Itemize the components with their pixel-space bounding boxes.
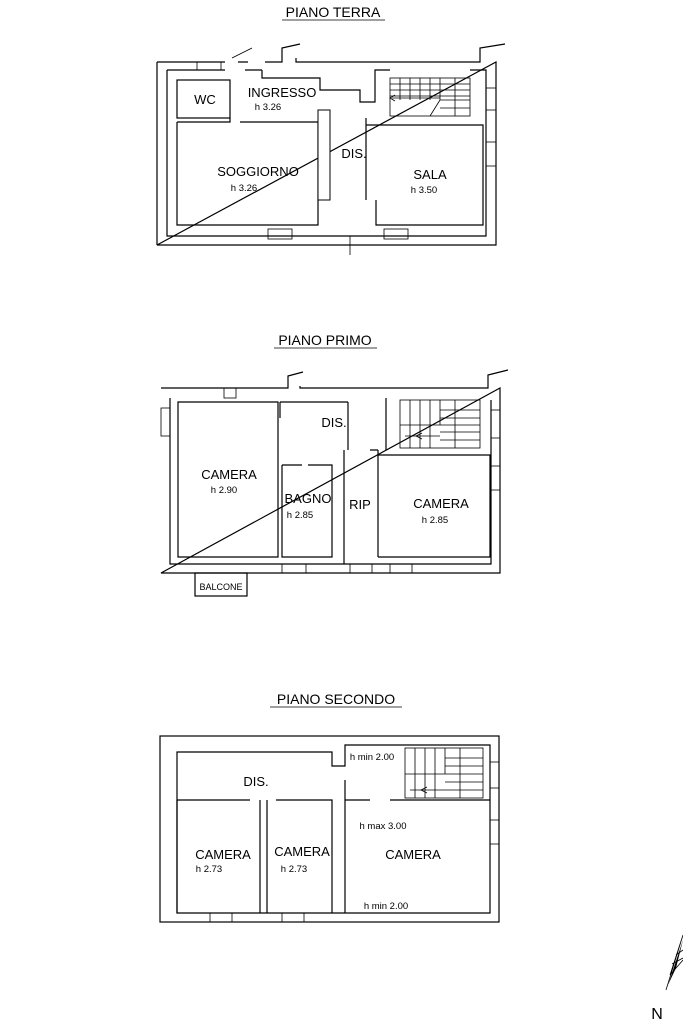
plan-piano-primo <box>161 332 508 596</box>
label-dis: DIS. <box>321 415 347 430</box>
label-sala: SALA <box>413 167 447 182</box>
label-h-max: h max 3.00 <box>359 821 407 832</box>
window <box>161 408 170 436</box>
height-camera-2: h 2.73 <box>280 864 308 875</box>
staircase-icon <box>390 78 470 116</box>
window <box>390 564 412 573</box>
title-piano-primo: PIANO PRIMO <box>278 332 372 348</box>
exterior-walls <box>157 44 505 245</box>
north-label: N <box>651 1006 663 1023</box>
window <box>282 913 304 922</box>
label-bagno: BAGNO <box>284 491 332 506</box>
label-camera-1: CAMERA <box>201 467 257 482</box>
label-dis: DIS. <box>341 146 367 161</box>
label-balcone: BALCONE <box>199 582 243 592</box>
north-arrow-icon <box>666 935 683 990</box>
label-h-min-top: h min 2.00 <box>349 752 395 763</box>
window <box>210 913 232 922</box>
label-camera-2: CAMERA <box>274 844 330 859</box>
label-h-min-bottom: h min 2.00 <box>363 901 409 912</box>
window <box>486 88 496 110</box>
label-wc: WC <box>194 92 216 107</box>
height-bagno: h 2.85 <box>286 510 314 521</box>
window <box>490 820 499 844</box>
title-piano-secondo: PIANO SECONDO <box>276 691 396 707</box>
label-rip: RIP <box>349 497 371 512</box>
height-camera-1: h 2.90 <box>210 485 238 496</box>
plan-piano-secondo <box>160 691 499 922</box>
height-camera-2: h 2.85 <box>421 515 449 526</box>
title-piano-terra: PIANO TERRA <box>285 4 381 20</box>
label-ingresso: INGRESSO <box>247 85 317 100</box>
label-camera-1: CAMERA <box>195 847 251 862</box>
window <box>384 229 408 239</box>
label-soggiorno: SOGGIORNO <box>217 164 299 179</box>
staircase-icon <box>405 748 483 798</box>
window <box>491 466 500 490</box>
height-sala: h 3.50 <box>410 185 438 196</box>
window <box>486 142 496 166</box>
staircase-icon <box>400 400 480 448</box>
label-camera-3: CAMERA <box>385 847 441 862</box>
height-camera-1: h 2.73 <box>195 864 223 875</box>
window <box>491 410 500 438</box>
stair-core-wall <box>318 110 330 200</box>
label-camera-2: CAMERA <box>413 496 469 511</box>
height-soggiorno: h 3.26 <box>230 183 258 194</box>
height-ingresso: h 3.26 <box>254 102 282 113</box>
window <box>490 762 499 788</box>
plan-piano-terra <box>157 4 505 255</box>
label-dis: DIS. <box>243 774 269 789</box>
window <box>197 62 221 70</box>
window <box>268 229 292 239</box>
window <box>224 388 236 398</box>
exterior-walls <box>160 736 499 922</box>
window <box>282 564 306 573</box>
window <box>350 564 372 573</box>
